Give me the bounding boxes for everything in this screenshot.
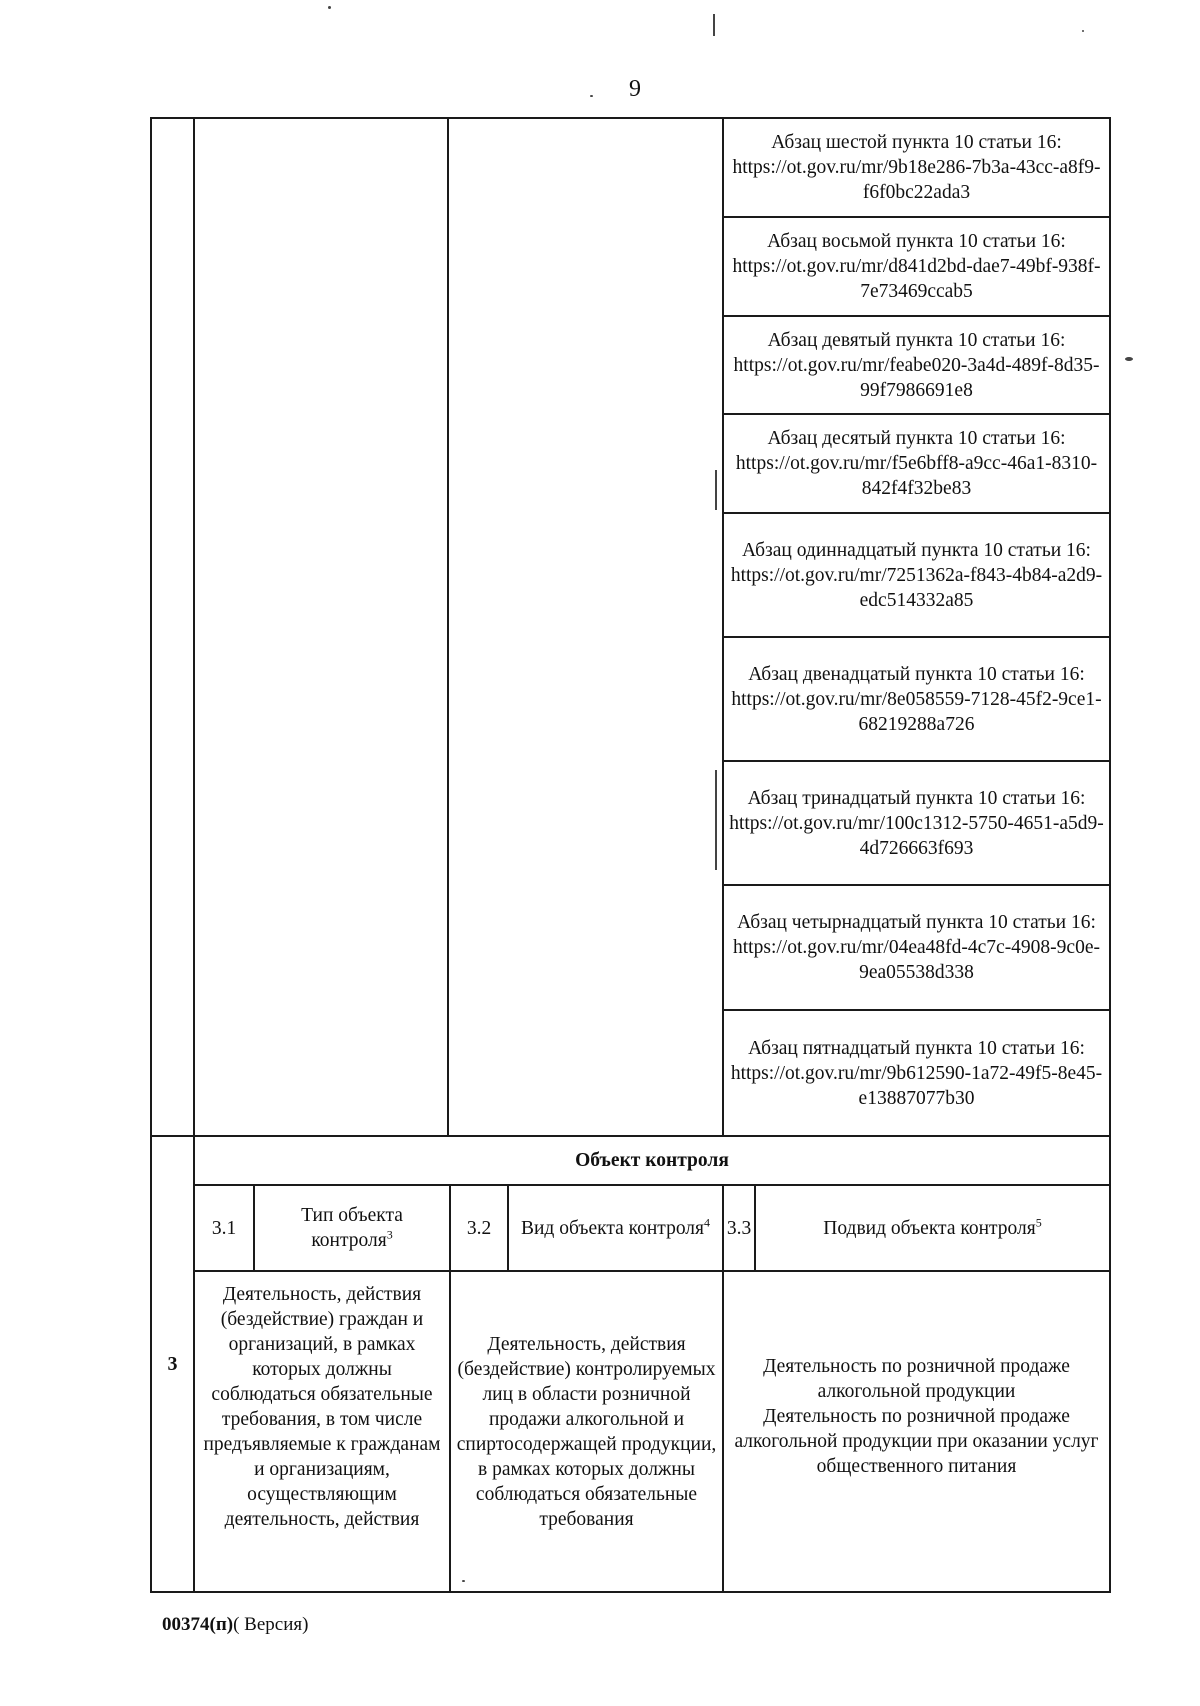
col-number-label: 3.1 <box>211 1217 237 1239</box>
page-number: 9 <box>629 76 641 102</box>
reference-cell <box>724 317 1109 413</box>
col-header-kind <box>509 1186 722 1270</box>
col-number-3-2 <box>451 1186 507 1270</box>
reference-cell <box>724 514 1109 636</box>
footnote-marker: 4 <box>704 1215 711 1229</box>
col-header-label <box>259 1203 445 1253</box>
section-header-label: Объект контроля <box>575 1150 729 1171</box>
col-number-label: 3.3 <box>726 1217 752 1239</box>
kind-value-cell <box>451 1272 722 1591</box>
row-number-label: 3 <box>167 1352 178 1375</box>
reference-text: Абзац одиннадцатый пункта 10 статьи 16: https://ot.gov.ru/mr/7251362a-f843-4b84-a2d9-edc514332a85 <box>730 539 1103 611</box>
type-value-cell <box>195 1272 449 1591</box>
col-number-3-3 <box>724 1186 754 1270</box>
reference-text: Абзац двенадцатый пункта 10 статьи 16: https://ot.gov.ru/mr/8e058559-7128-45f2-9ce1-68219288a726 <box>731 663 1102 735</box>
reference-cell <box>724 762 1109 884</box>
document-code-suffix: ( Версия) <box>233 1614 309 1635</box>
col-header-text: Тип объекта контроля <box>301 1205 403 1251</box>
subkind-value-2: Деятельность по розничной продаже алкогольной продукции при оказании услуг общественного питания <box>734 1406 1099 1477</box>
col-header-label <box>521 1216 710 1241</box>
reference-text: Абзац тринадцатый пункта 10 статьи 16: https://ot.gov.ru/mr/100c1312-5750-4651-a5d9-4d726663f693 <box>729 787 1104 859</box>
reference-cell <box>724 218 1109 315</box>
reference-cell <box>724 638 1109 760</box>
col-header-subkind <box>756 1186 1109 1270</box>
col-header-text: Вид объекта контроля <box>520 1217 705 1239</box>
reference-text: Абзац десятый пункта 10 статьи 16: https://ot.gov.ru/mr/f5e6bff8-a9cc-46a1-8310-842f4f32be83 <box>735 428 1098 499</box>
kind-value: Деятельность, действия (бездействие) контролируемых лиц в области розничной продажи алкогольной и спиртосодержащей продукции, в рамках которых должны соблюдаться обязательные требования <box>456 1333 717 1530</box>
reference-text: Абзац восьмой пункта 10 статьи 16: https://ot.gov.ru/mr/d841d2bd-dae7-49bf-938f-7e73469ccab5 <box>732 231 1101 302</box>
subkind-value-cell <box>724 1272 1109 1591</box>
reference-text: Абзац пятнадцатый пункта 10 статьи 16: https://ot.gov.ru/mr/9b612590-1a72-49f5-8e45-e13887077b30 <box>730 1037 1103 1109</box>
col-number-3-1 <box>195 1186 253 1270</box>
reference-cell <box>724 1011 1109 1135</box>
col-header-type <box>255 1186 449 1270</box>
document-code <box>162 1613 308 1637</box>
row-number <box>152 1137 193 1591</box>
section-header <box>195 1137 1109 1184</box>
reference-text: Абзац шестой пункта 10 статьи 16: https://ot.gov.ru/mr/9b18e286-7b3a-43cc-a8f9-f6f0bc22ada3 <box>732 132 1101 203</box>
reference-text: Абзац четырнадцатый пункта 10 статьи 16: https://ot.gov.ru/mr/04ea48fd-4c7c-4908-9c0e-9ea05538d338 <box>733 912 1100 983</box>
subkind-value-1: Деятельность по розничной продаже алкогольной продукции <box>763 1356 1070 1402</box>
footnote-marker: 3 <box>386 1227 393 1242</box>
col-number-label: 3.2 <box>466 1217 492 1239</box>
reference-text: Абзац девятый пункта 10 статьи 16: https://ot.gov.ru/mr/feabe020-3a4d-489f-8d35-99f7986691e8 <box>733 329 1100 401</box>
reference-cell <box>724 886 1109 1009</box>
reference-cell <box>724 415 1109 512</box>
col-header-text: Подвид объекта контроля <box>823 1217 1036 1239</box>
col-header-label <box>823 1216 1041 1241</box>
reference-cell <box>724 119 1109 216</box>
document-code-number: 00374(п) <box>162 1614 234 1635</box>
type-value: Деятельность, действия (бездействие) граждан и организаций, в рамках которых должны соблюдаться обязательные требования, в том числе предъявляемые к гражданам и организациям, осуществляющим деятельность, действия <box>203 1284 441 1530</box>
footnote-marker: 5 <box>1035 1215 1042 1229</box>
